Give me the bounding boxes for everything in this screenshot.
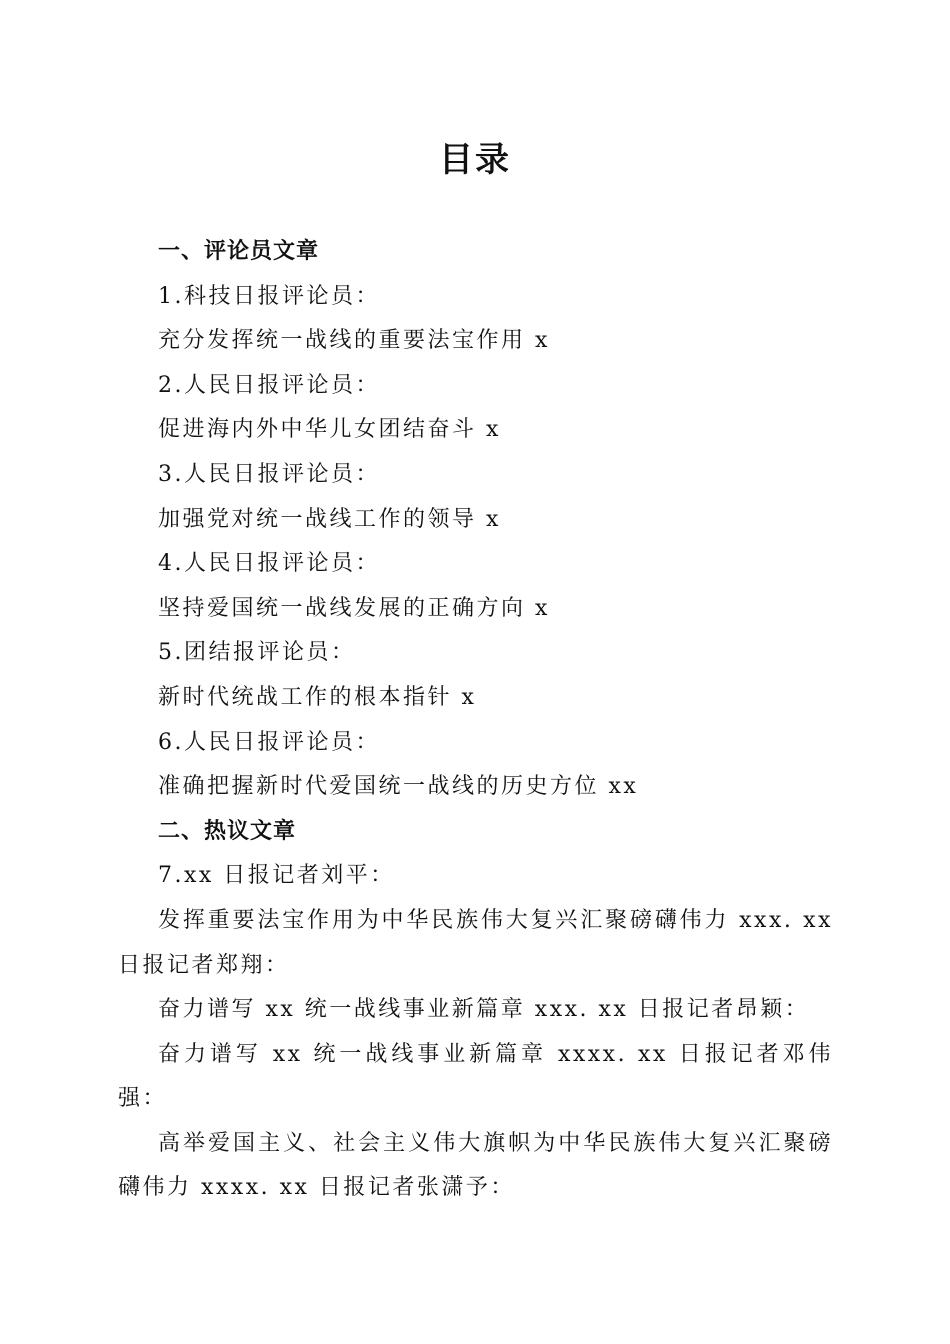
toc-entry: 6.人民日报评论员： bbox=[158, 729, 380, 755]
toc-paragraph: 高举爱国主义、社会主义伟大旗帜为中华民族伟大复兴汇聚磅礴伟力 xxxx. xx 日报记者张潇予： bbox=[118, 1130, 833, 1201]
page-title: 目录 bbox=[439, 140, 511, 180]
toc-entry: 3.人民日报评论员： bbox=[158, 461, 380, 487]
toc-entry: 1.科技日报评论员： bbox=[158, 283, 380, 309]
toc-entry: 促进海内外中华儿女团结奋斗 x bbox=[158, 417, 501, 443]
toc-entry: 准确把握新时代爱国统一战线的历史方位 xx bbox=[158, 774, 639, 800]
toc-entry: 坚持爱国统一战线发展的正确方向 x bbox=[158, 595, 550, 621]
toc-entry: 新时代统战工作的根本指针 x bbox=[158, 684, 477, 710]
toc-entry: 加强党对统一战线工作的领导 x bbox=[158, 506, 501, 532]
toc-paragraph: 发挥重要法宝作用为中华民族伟大复兴汇聚磅礴伟力 xxx. xx 日报记者郑翔： bbox=[118, 907, 833, 978]
toc-entry: 充分发挥统一战线的重要法宝作用 x bbox=[158, 328, 550, 354]
toc-paragraph: 奋力谱写 xx 统一战线事业新篇章 xxxx. xx 日报记者邓伟强： bbox=[118, 1041, 833, 1112]
section-heading-discussion: 二、热议文章 bbox=[158, 818, 297, 844]
toc-entry: 7.xx 日报记者刘平： bbox=[158, 863, 395, 889]
toc-entry: 2.人民日报评论员： bbox=[158, 372, 380, 398]
toc-entry: 4.人民日报评论员： bbox=[158, 551, 380, 577]
section-heading-commentary: 一、评论员文章 bbox=[158, 239, 320, 264]
toc-paragraph: 奋力谱写 xx 统一战线事业新篇章 xxx. xx 日报记者昂颖： bbox=[158, 997, 810, 1023]
table-of-contents bbox=[118, 230, 833, 1211]
toc-entry: 5.团结报评论员： bbox=[158, 640, 356, 666]
